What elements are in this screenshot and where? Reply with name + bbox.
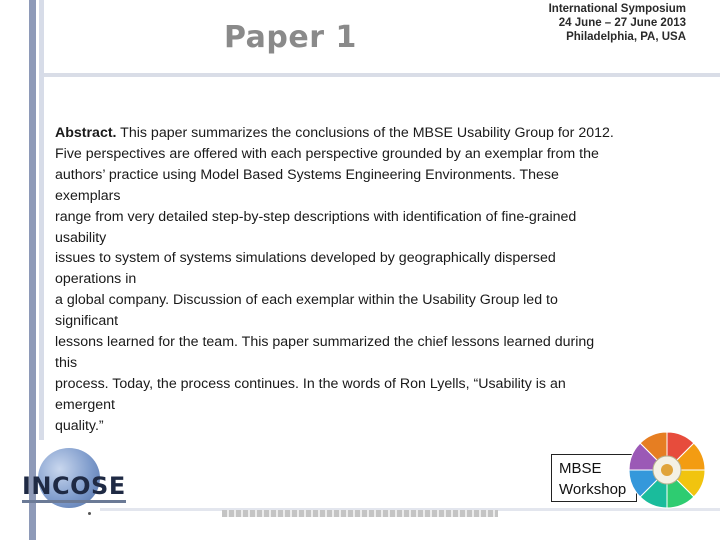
incose-logo (20, 448, 124, 514)
abstract-line: authors’ practice using Model Based Systems Engineering Environments. These (55, 166, 559, 183)
logo-wordmark: INCOSE (22, 472, 126, 500)
symposium-name: International Symposium (548, 3, 686, 15)
page-title: Paper 1 (224, 20, 357, 55)
abstract-line: usability (55, 229, 107, 246)
abstract-label: Abstract. (55, 125, 117, 141)
abstract-line: significant (55, 313, 119, 330)
abstract-line: issues to system of systems simulations developed by geographically dispersed (55, 250, 556, 267)
symposium-location: Philadelphia, PA, USA (566, 31, 686, 43)
symposium-info (426, 2, 686, 44)
workshop-line-2: Workshop (559, 481, 627, 498)
abstract-text (55, 123, 695, 437)
abstract-line-text: This paper summarizes the conclusions of the MBSE Usability Group for 2012. (116, 125, 614, 141)
logo-tagline-bar (22, 500, 126, 503)
page-marker (88, 512, 91, 515)
mbse-wheel-icon (627, 430, 707, 510)
left-accent-bar-light (39, 0, 44, 440)
workshop-badge (551, 454, 637, 502)
header-divider (44, 73, 720, 77)
abstract-line: exemplars (55, 187, 121, 204)
abstract-line: this (55, 354, 78, 371)
abstract-line: range from very detailed step-by-step descriptions with identification of fine-grained (55, 208, 577, 225)
abstract-line: operations in (55, 271, 137, 288)
abstract-line: emergent (55, 396, 115, 413)
abstract-line: Five perspectives are offered with each perspective grounded by an exemplar from the (55, 145, 599, 162)
abstract-line: a global company. Discussion of each exemplar within the Usability Group led to (55, 292, 558, 309)
footer-copyright (222, 510, 498, 517)
abstract-line: quality.” (55, 417, 104, 434)
symposium-dates: 24 June – 27 June 2013 (558, 17, 686, 29)
abstract-line: lessons learned for the team. This paper summarized the chief lessons learned during (55, 334, 595, 351)
workshop-line-1: MBSE (559, 460, 602, 477)
abstract-line (55, 123, 695, 144)
abstract-line: process. Today, the process continues. In the words of Ron Lyells, “Usability is an (55, 375, 566, 392)
